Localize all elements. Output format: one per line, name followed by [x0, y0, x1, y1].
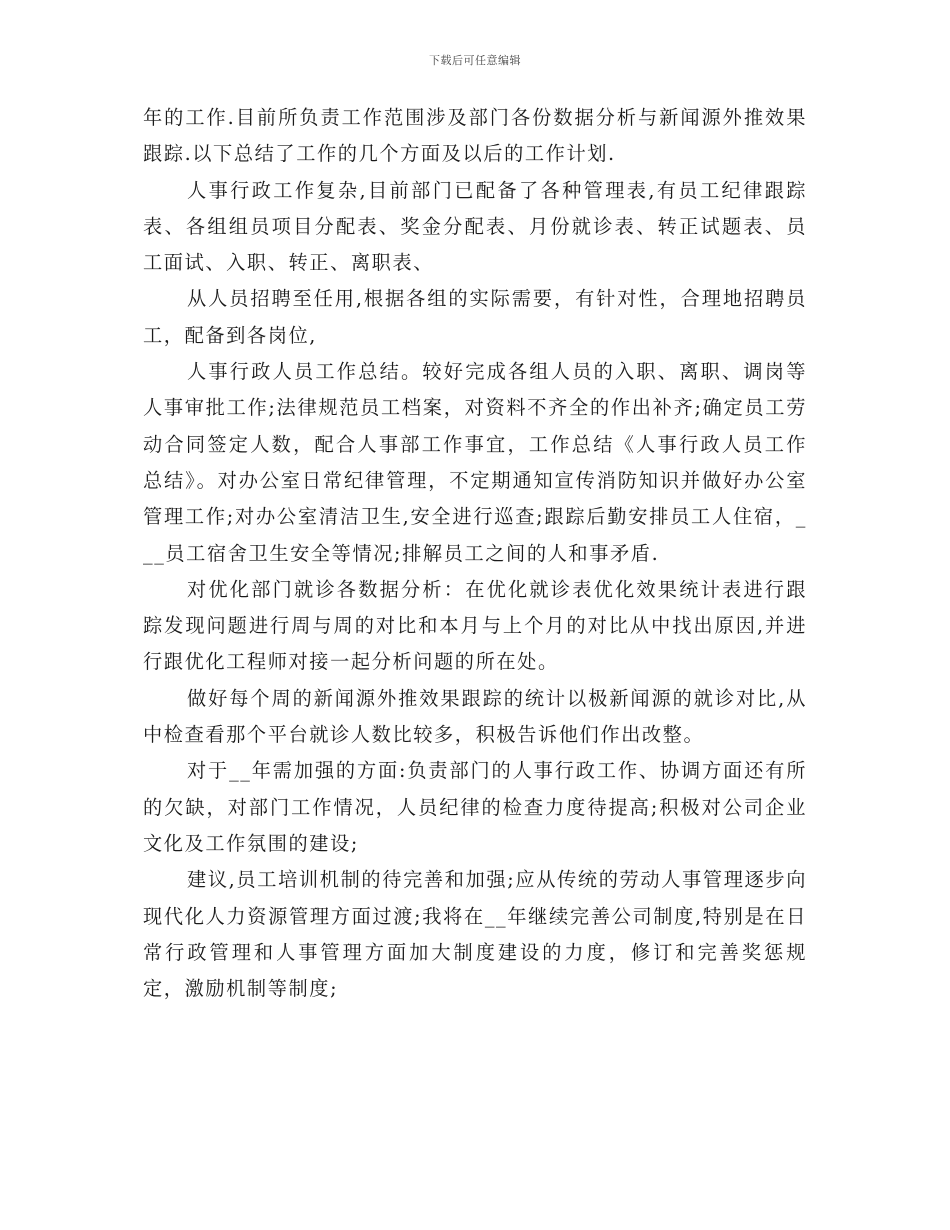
document-body	[143, 100, 807, 1007]
paragraph-hr-summary: 人事行政人员工作总结。较好完成各组人员的入职、离职、调岗等人事审批工作;法律规范员工档案，对资料不齐全的作出补齐;确定员工劳动合同签定人数，配合人事部工作事宜，工作总结《人事行政人员工作总结》。对办公室日常纪律管理，不定期通知宣传消防知识并做好办公室管理工作;对办公室清洁卫生,安全进行巡查;跟踪后勤安排员工人住宿，___员工宿舍卫生安全等情况;排解员工之间的人和事矛盾.	[143, 360, 807, 565]
paragraph-improvements: 对于__年需加强的方面:负责部门的人事行政工作、协调方面还有所的欠缺，对部门工作情况，人员纪律的检查力度待提高;积极对公司企业文化及工作氛围的建设;	[143, 759, 807, 855]
paragraph-data-analysis: 对优化部门就诊各数据分析：在优化就诊表优化效果统计表进行跟踪发现问题进行周与周的对比和本月与上个月的对比从中找出原因,并进行跟优化工程师对接一起分析问题的所在处。	[143, 577, 807, 674]
page-header: 下载后可任意编辑	[429, 54, 521, 67]
paragraph-news-tracking: 做好每个周的新闻源外推效果跟踪的统计以极新闻源的就诊对比,从中检查看那个平台就诊人数比较多，积极告诉他们作出改整。	[143, 686, 807, 747]
paragraph-suggestions: 建议,员工培训机制的待完善和加强;应从传统的劳动人事管理逐步向现代化人力资源管理方面过渡;我将在__年继续完善公司制度,特别是在日常行政管理和人事管理方面加大制度建设的力度，修订和完善奖惩规定，激励机制等制度;	[143, 868, 807, 1001]
paragraph-continuation: 年的工作.目前所负责工作范围涉及部门各份数据分析与新闻源外推效果跟踪.以下总结了工作的几个方面及以后的工作计划.	[143, 106, 807, 166]
paragraph-admin-tables: 人事行政工作复杂,目前部门已配备了各种管理表,有员工纪律跟踪表、各组组员项目分配表、奖金分配表、月份就诊表、转正试题表、员工面试、入职、转正、离职表、	[143, 178, 807, 275]
paragraph-recruitment: 从人员招聘至任用,根据各组的实际需要，有针对性，合理地招聘员工，配备到各岗位,	[143, 287, 807, 347]
